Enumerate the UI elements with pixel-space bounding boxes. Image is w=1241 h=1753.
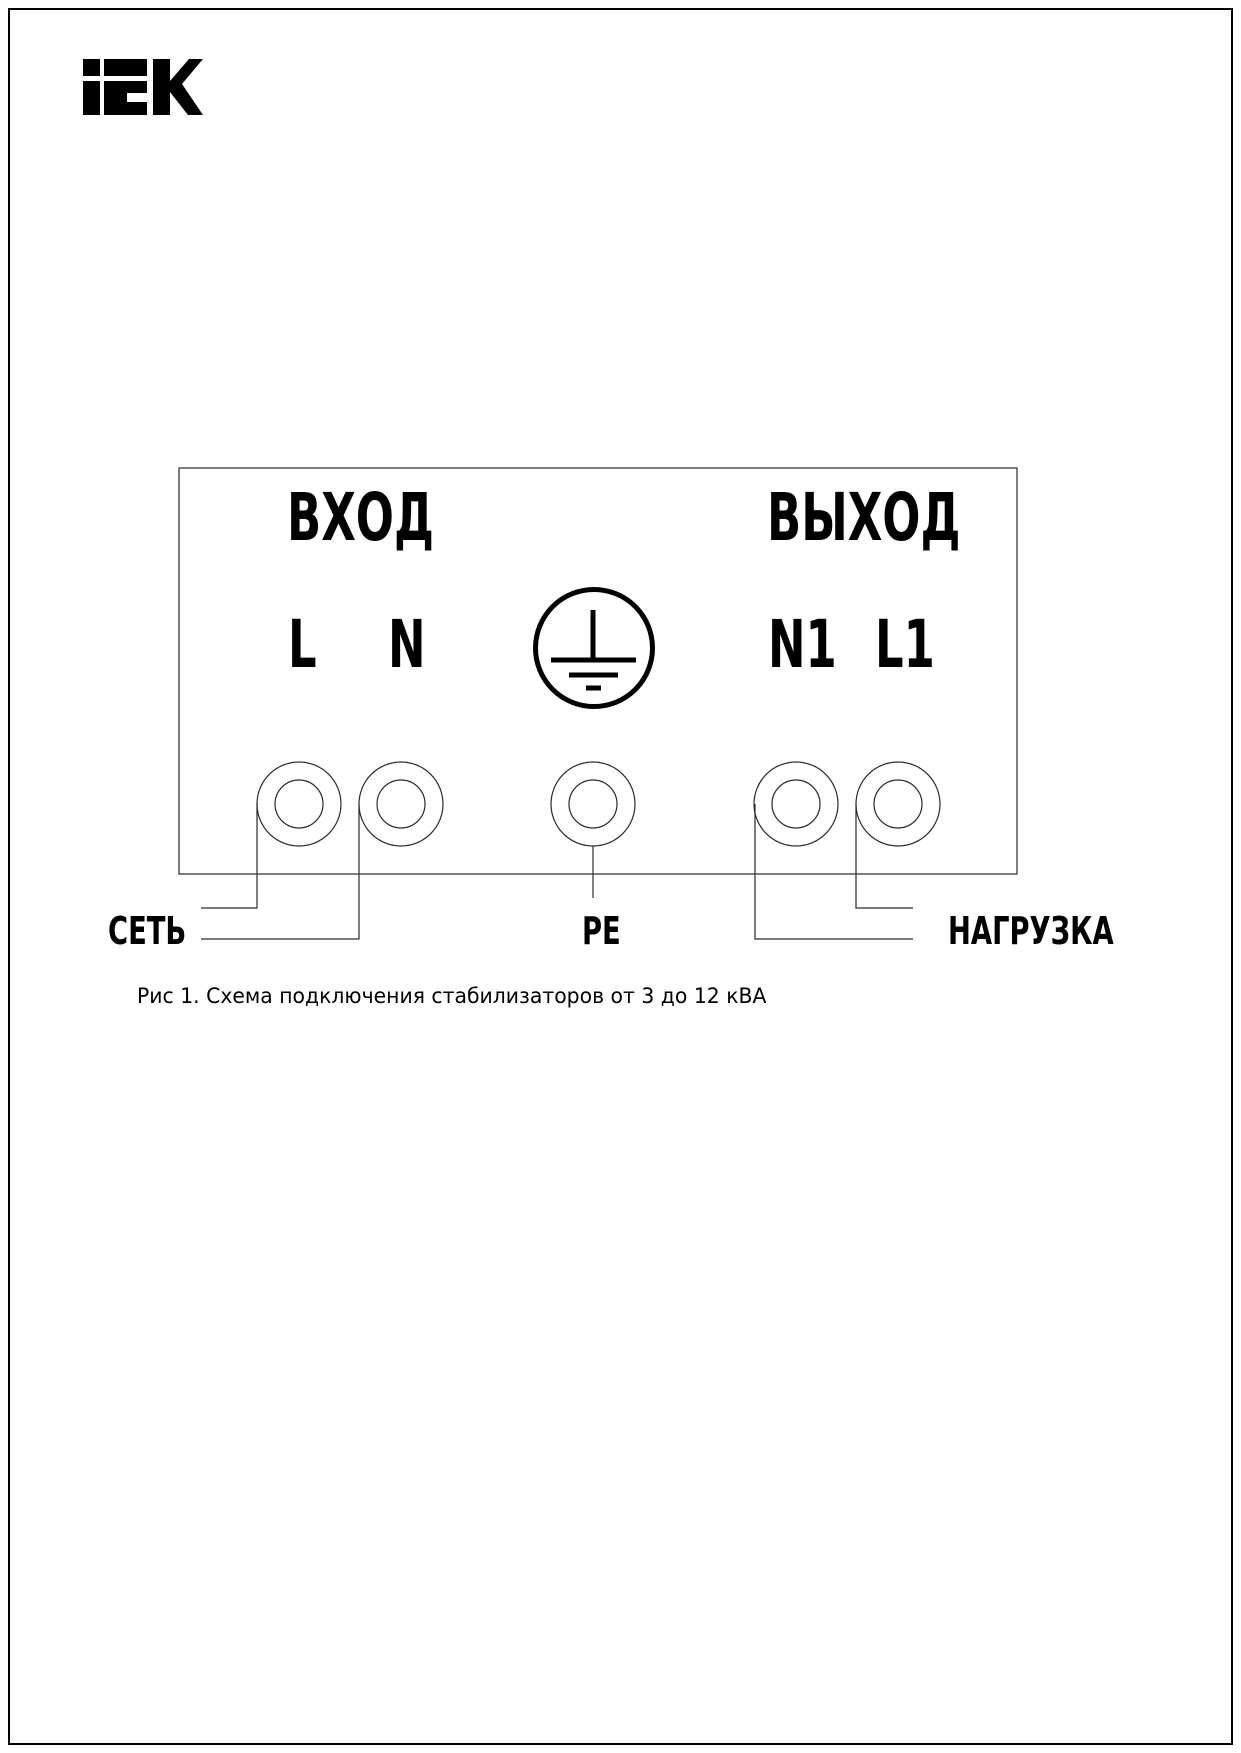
logo-i-dot (83, 59, 100, 76)
iek-logo (83, 59, 203, 115)
terminal-n-outer-ring (359, 762, 443, 846)
terminal-l-outer-ring (257, 762, 341, 846)
leader-l1-to-load (856, 804, 913, 908)
terminal-label-l1: L1 (875, 606, 935, 683)
logo-e-top-bar (104, 59, 147, 76)
terminal-l1-outer-ring (856, 762, 940, 846)
terminal-pe (551, 762, 635, 846)
terminal-n-inner-ring (377, 780, 425, 828)
load-label: НАГРУЗКА (948, 909, 1114, 953)
terminal-label-n: N (388, 606, 426, 683)
leader-n1-to-load (755, 804, 913, 939)
pe-label: PE (582, 909, 621, 953)
leader-l-to-mains (201, 804, 257, 908)
logo-e-body (104, 81, 147, 115)
terminal-pe-outer-ring (551, 762, 635, 846)
terminal-n (359, 762, 443, 846)
terminal-n1-outer-ring (754, 762, 838, 846)
logo-k (153, 59, 203, 115)
terminal-label-n1: N1 (768, 606, 837, 683)
mains-label: СЕТЬ (108, 909, 187, 953)
terminal-n1 (754, 762, 838, 846)
terminal-l1-inner-ring (874, 780, 922, 828)
input-section-label: ВХОД (287, 479, 434, 556)
protective-earth-icon (536, 590, 653, 707)
terminal-n1-inner-ring (772, 780, 820, 828)
terminal-l1 (856, 762, 940, 846)
output-section-label: ВЫХОД (767, 479, 961, 556)
terminal-l (257, 762, 341, 846)
figure-caption: Рис 1. Схема подключения стабилизаторов от 3 до 12 кВА (137, 984, 767, 1008)
terminal-label-l: L (288, 606, 317, 683)
logo-i-stem (83, 81, 100, 115)
terminal-pe-inner-ring (569, 780, 617, 828)
terminal-l-inner-ring (275, 780, 323, 828)
